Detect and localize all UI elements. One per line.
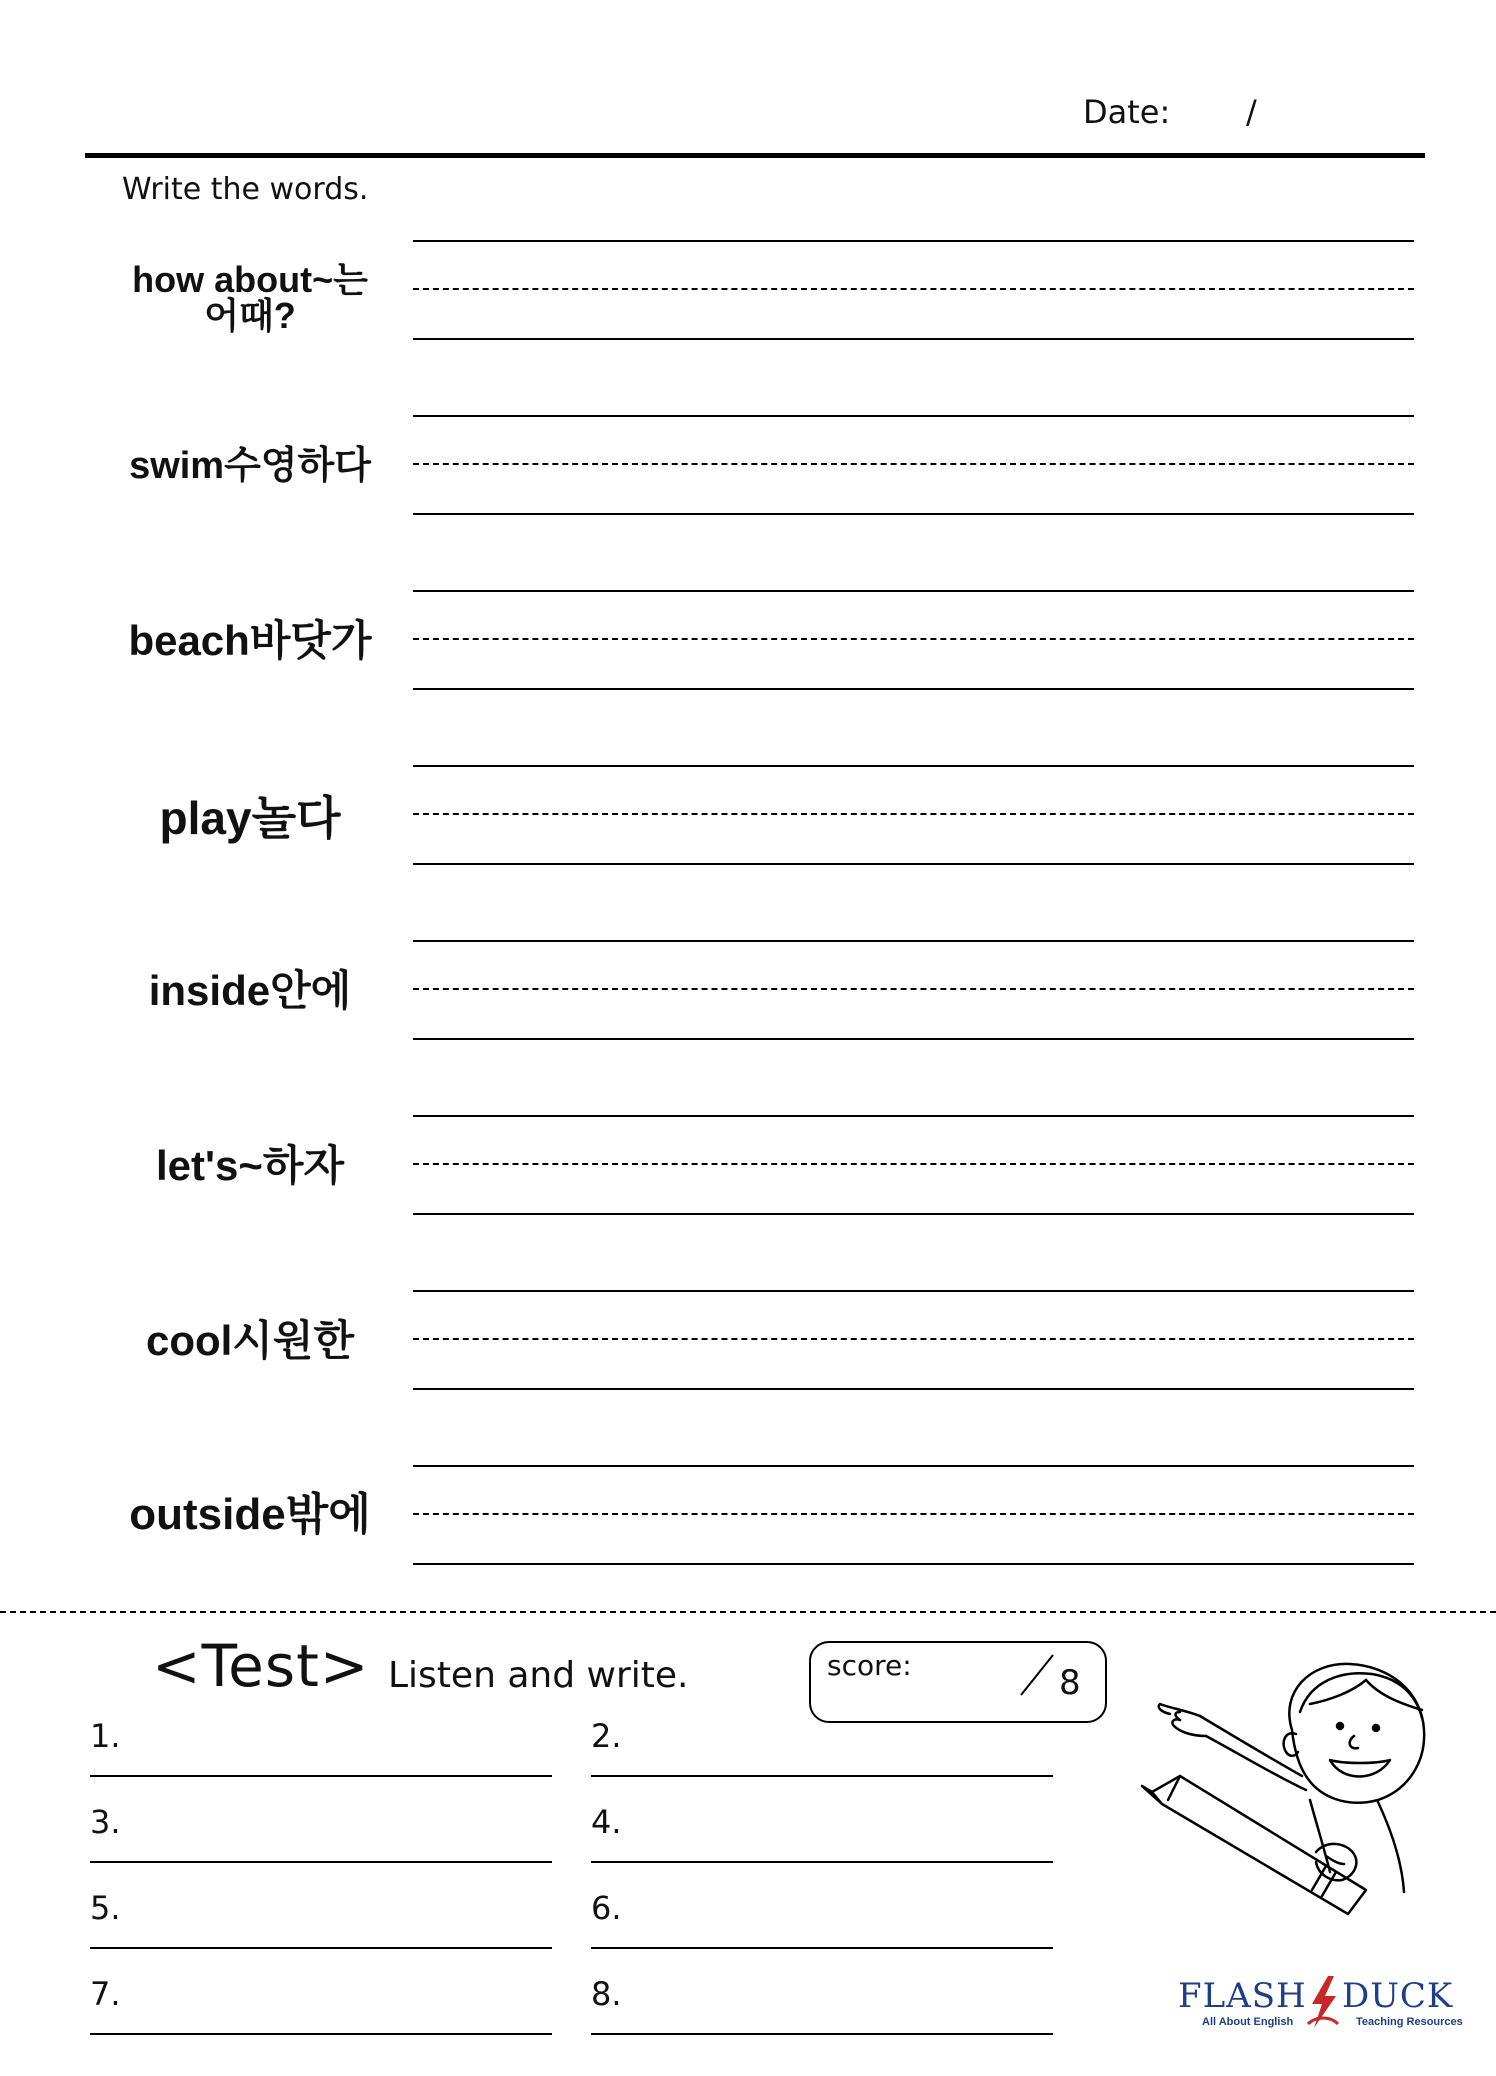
date-slash: / <box>1246 93 1257 131</box>
answer-line <box>591 1775 1053 1777</box>
vocab-word-line1: let's~하자 <box>155 1142 345 1189</box>
writing-line-top[interactable] <box>413 415 1414 417</box>
test-title: <Test> <box>152 1632 370 1700</box>
writing-line-bottom <box>413 863 1414 865</box>
vocab-row <box>0 940 1496 1050</box>
writing-line-dashed <box>413 1338 1414 1340</box>
test-instruction: Listen and write. <box>388 1655 689 1696</box>
answer-number: 3. <box>90 1803 121 1841</box>
lightning-bolt-icon <box>1304 1974 1342 2030</box>
writing-line-bottom <box>413 513 1414 515</box>
answer-line <box>591 1947 1053 1949</box>
vocab-word-line1: cool시원한 <box>145 1317 355 1364</box>
vocab-word <box>105 967 395 1014</box>
answer-number: 4. <box>591 1803 622 1841</box>
answer-number: 1. <box>90 1717 121 1755</box>
writing-line-dashed <box>413 988 1414 990</box>
writing-line-top[interactable] <box>413 940 1414 942</box>
score-slash-icon <box>1015 1651 1059 1699</box>
answer-line <box>90 1775 552 1777</box>
vocab-word-line1: beach바닷가 <box>128 617 372 664</box>
writing-line-bottom <box>413 688 1414 690</box>
score-label: score: <box>827 1649 912 1682</box>
answer-number: 5. <box>90 1889 121 1927</box>
logo-left-word: FLASH <box>1178 1976 1307 2016</box>
vocab-word-line2: 어때? <box>204 295 296 336</box>
vocab-word <box>105 1490 395 1539</box>
logo-tagline-right: Teaching Resources <box>1356 2016 1463 2028</box>
section-divider <box>0 1611 1496 1613</box>
answer-slot[interactable] <box>90 1717 552 1779</box>
writing-line-top[interactable] <box>413 1465 1414 1467</box>
writing-line-bottom <box>413 1563 1414 1565</box>
answer-number: 8. <box>591 1975 622 2013</box>
vocab-word-line1: swim수영하다 <box>129 445 371 487</box>
vocab-word <box>105 792 395 844</box>
vocab-word-line1: inside안에 <box>148 967 352 1014</box>
vocab-row <box>0 1465 1496 1575</box>
answer-slot[interactable] <box>90 1803 552 1865</box>
writing-line-top[interactable] <box>413 240 1414 242</box>
logo-right-word: DUCK <box>1342 1976 1454 2016</box>
score-total: 8 <box>1059 1663 1081 1703</box>
vocab-row <box>0 590 1496 700</box>
writing-line-top[interactable] <box>413 765 1414 767</box>
writing-line-dashed <box>413 288 1414 290</box>
vocab-word <box>105 259 395 336</box>
answer-slot[interactable] <box>591 1717 1053 1779</box>
answer-number: 7. <box>90 1975 121 2013</box>
vocab-word-line1: outside밖에 <box>129 1490 371 1539</box>
answer-line <box>90 1947 552 1949</box>
answer-slot[interactable] <box>591 1889 1053 1951</box>
answer-slot[interactable] <box>90 1975 552 2037</box>
writing-line-top[interactable] <box>413 1115 1414 1117</box>
writing-line-dashed <box>413 463 1414 465</box>
vocab-row <box>0 415 1496 525</box>
vocab-word <box>105 1317 395 1364</box>
vocab-word-line1: how about~는 <box>132 259 368 300</box>
vocab-word-line1: play놀다 <box>159 792 341 844</box>
writing-line-top[interactable] <box>413 590 1414 592</box>
vocab-row <box>0 765 1496 875</box>
writing-line-bottom <box>413 1038 1414 1040</box>
writing-line-top[interactable] <box>413 1290 1414 1292</box>
writing-line-dashed <box>413 813 1414 815</box>
boy-with-pencil-icon <box>1140 1652 1446 1917</box>
vocab-word <box>105 447 395 485</box>
vocab-word <box>105 1142 395 1189</box>
writing-line-bottom <box>413 338 1414 340</box>
writing-line-bottom <box>413 1388 1414 1390</box>
vocab-row <box>0 240 1496 350</box>
answer-number: 6. <box>591 1889 622 1927</box>
score-box <box>809 1641 1107 1723</box>
writing-line-dashed <box>413 638 1414 640</box>
writing-line-dashed <box>413 1163 1414 1165</box>
vocab-word <box>105 617 395 664</box>
answer-slot[interactable] <box>90 1889 552 1951</box>
answer-line <box>591 1861 1053 1863</box>
vocab-row <box>0 1115 1496 1225</box>
writing-line-dashed <box>413 1513 1414 1515</box>
answer-line <box>90 2033 552 2035</box>
writing-line-bottom <box>413 1213 1414 1215</box>
instruction-text: Write the words. <box>122 172 369 207</box>
answer-line <box>591 2033 1053 2035</box>
flashduck-logo <box>1178 1976 1472 2034</box>
vocab-row <box>0 1290 1496 1400</box>
answer-slot[interactable] <box>591 1803 1053 1865</box>
date-label: Date: <box>1083 93 1171 131</box>
header-rule <box>85 153 1425 158</box>
answer-line <box>90 1861 552 1863</box>
answer-slot[interactable] <box>591 1975 1053 2037</box>
logo-tagline-left: All About English <box>1202 2016 1294 2028</box>
answer-number: 2. <box>591 1717 622 1755</box>
